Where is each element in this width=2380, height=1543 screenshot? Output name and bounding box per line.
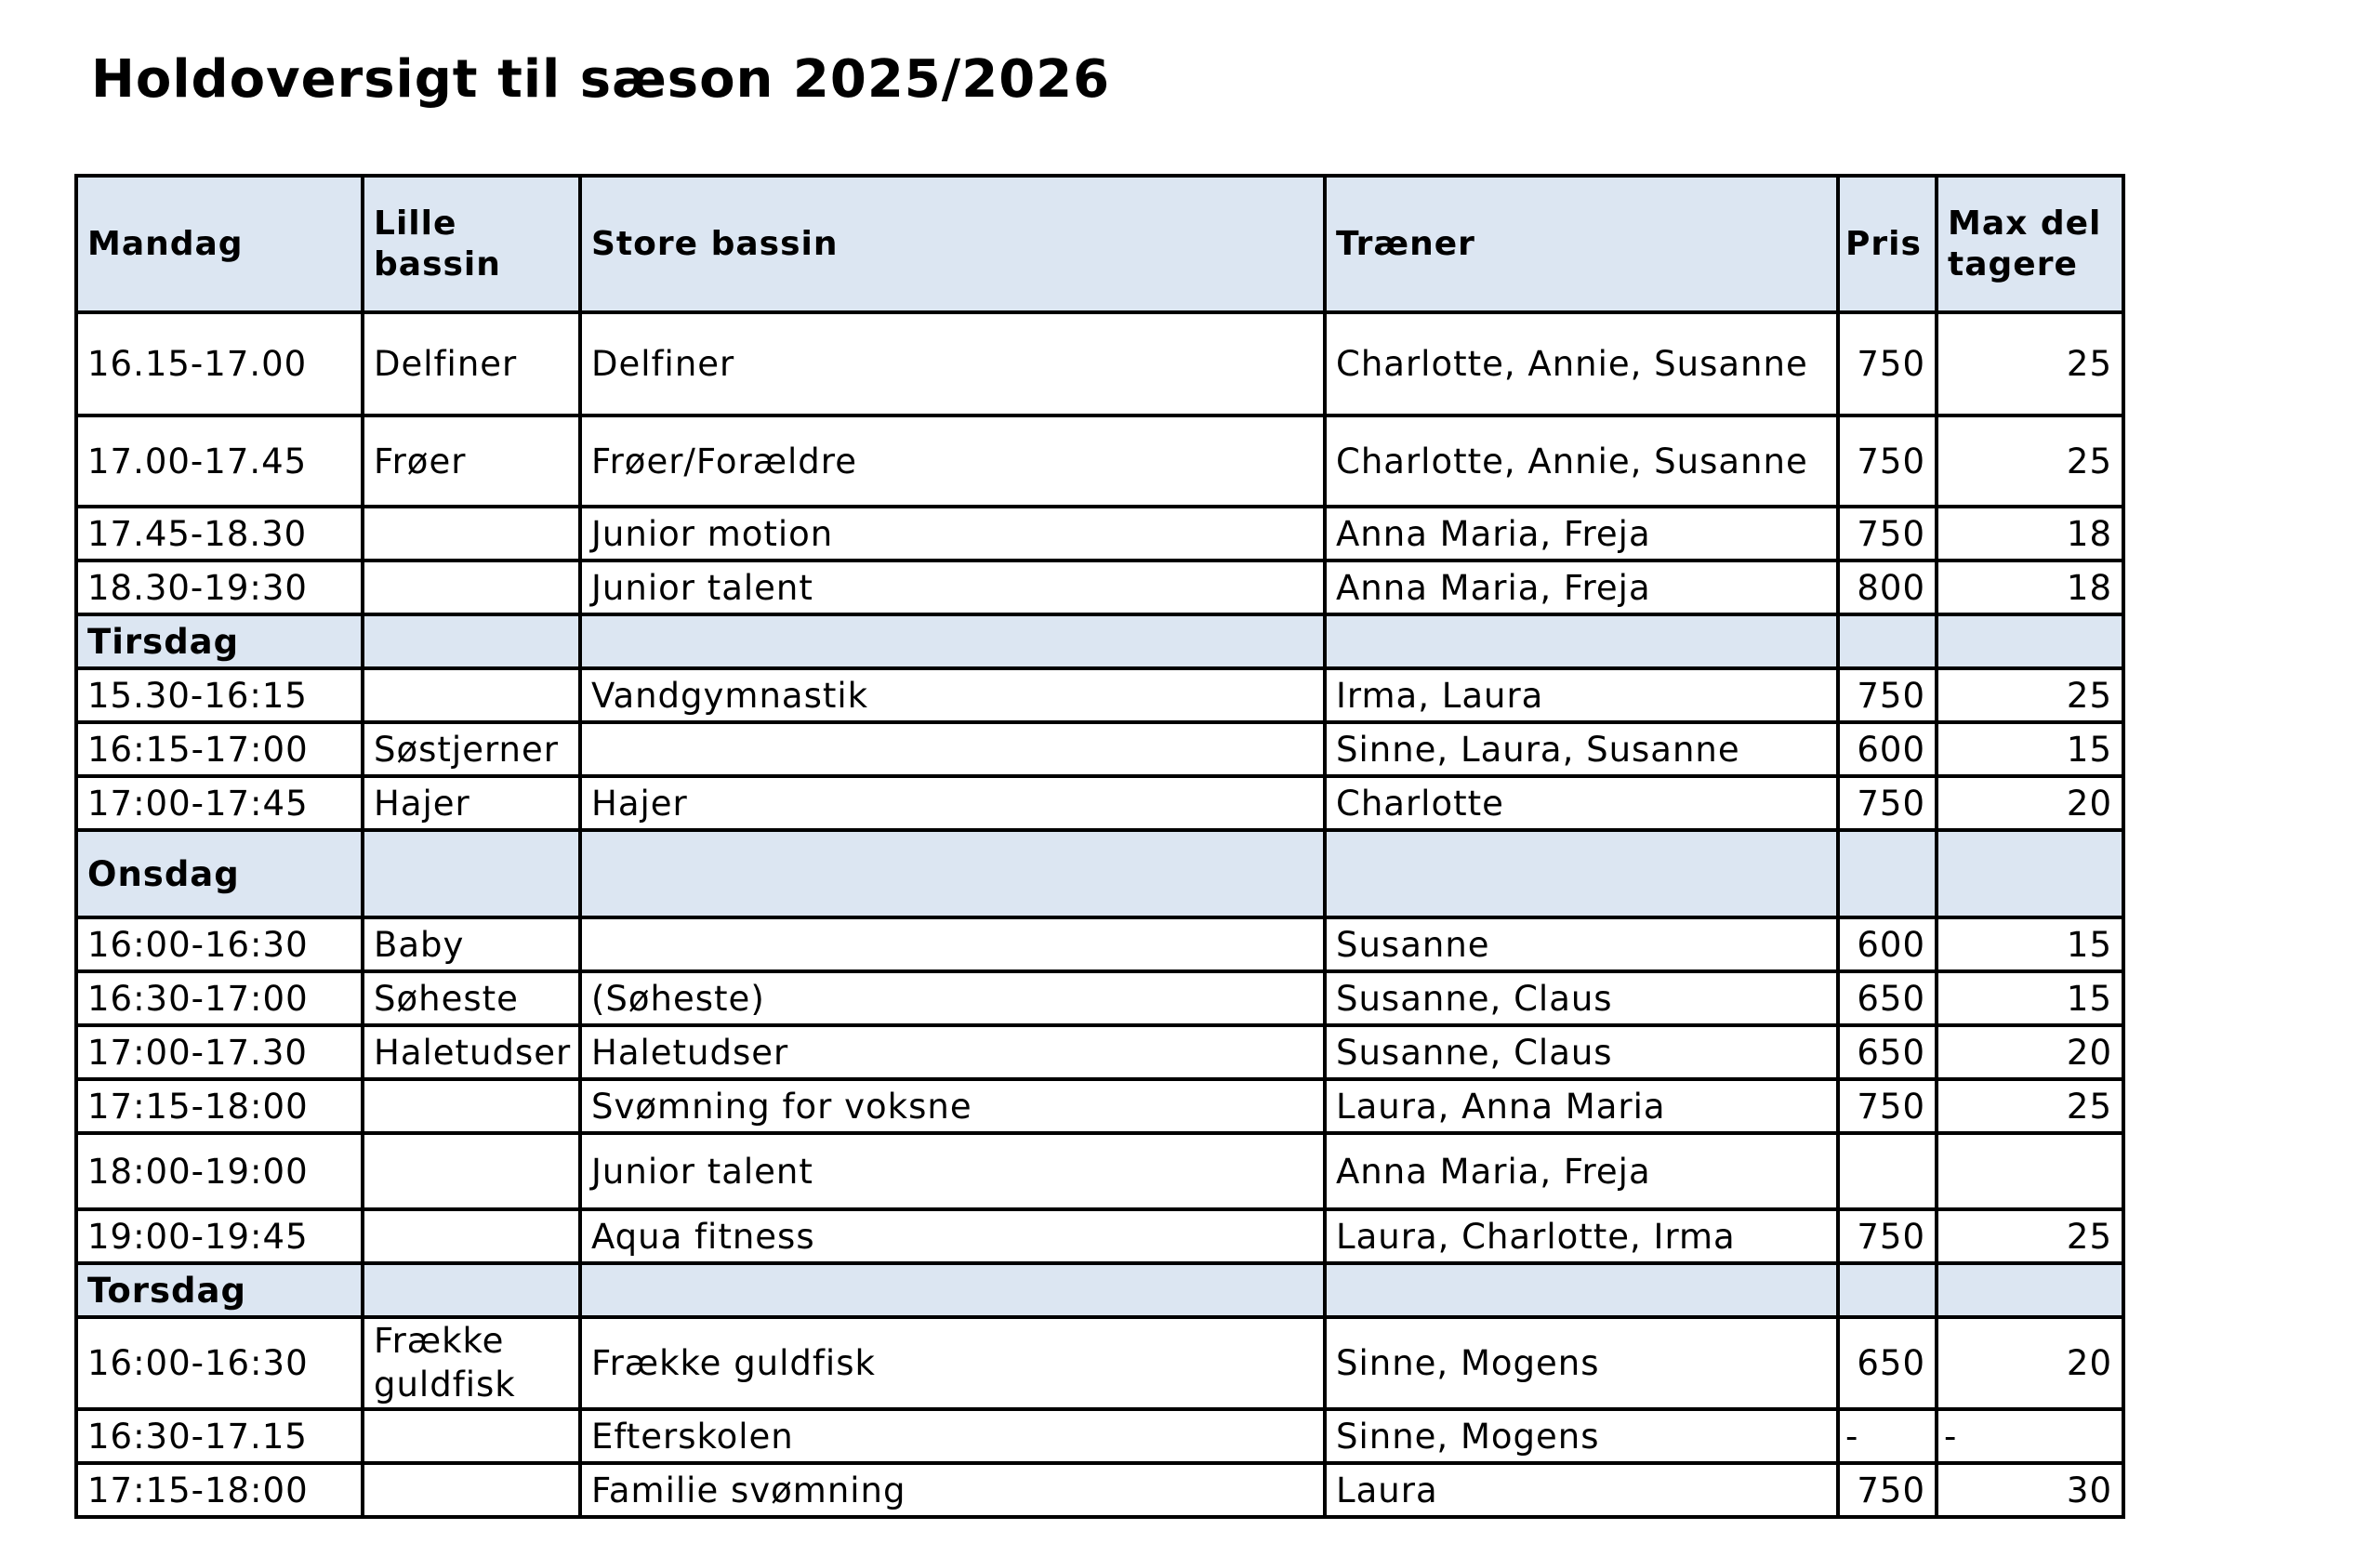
cell-store-bassin: Junior motion bbox=[580, 507, 1325, 560]
cell-store-bassin: Junior talent bbox=[580, 1133, 1325, 1209]
table-header-row bbox=[76, 176, 2123, 312]
cell-pris: 750 bbox=[1838, 1209, 1937, 1263]
cell-time: 16:30-17.15 bbox=[76, 1409, 363, 1463]
cell-time: 17:15-18:00 bbox=[76, 1463, 363, 1517]
cell-store-bassin: Svømning for voksne bbox=[580, 1079, 1325, 1133]
cell-max: 18 bbox=[1937, 507, 2123, 560]
cell-pris: 750 bbox=[1838, 776, 1937, 830]
cell-pris: 650 bbox=[1838, 1025, 1937, 1079]
header-traener: Træner bbox=[1325, 176, 1838, 312]
table-row bbox=[76, 971, 2123, 1025]
cell-traener: Susanne, Claus bbox=[1325, 971, 1838, 1025]
cell-traener: Laura bbox=[1325, 1463, 1838, 1517]
cell-store-bassin: Vandgymnastik bbox=[580, 668, 1325, 722]
cell-lille-bassin: Hajer bbox=[363, 776, 580, 830]
cell-lille-bassin bbox=[363, 1209, 580, 1263]
cell-max: 25 bbox=[1937, 668, 2123, 722]
cell-lille-bassin: Baby bbox=[363, 917, 580, 971]
cell-max: 25 bbox=[1937, 1209, 2123, 1263]
cell-lille-bassin bbox=[363, 507, 580, 560]
cell-lille-bassin bbox=[363, 1409, 580, 1463]
cell-traener: Charlotte, Annie, Susanne bbox=[1325, 312, 1838, 415]
cell-max: 25 bbox=[1937, 1079, 2123, 1133]
day-label-tirsdag: Tirsdag bbox=[76, 614, 363, 668]
cell-time: 16:00-16:30 bbox=[76, 1317, 363, 1409]
cell-time: 17.45-18.30 bbox=[76, 507, 363, 560]
table-row bbox=[76, 312, 2123, 415]
cell-lille-bassin bbox=[363, 1133, 580, 1209]
cell-pris: 750 bbox=[1838, 415, 1937, 507]
cell-max: 20 bbox=[1937, 776, 2123, 830]
header-pris: Pris bbox=[1838, 176, 1937, 312]
cell-time: 17:15-18:00 bbox=[76, 1079, 363, 1133]
cell-max bbox=[1937, 1133, 2123, 1209]
cell-store-bassin: (Søheste) bbox=[580, 971, 1325, 1025]
cell-time: 18.30-19:30 bbox=[76, 560, 363, 614]
cell-traener: Anna Maria, Freja bbox=[1325, 507, 1838, 560]
cell-lille-bassin: Delfiner bbox=[363, 312, 580, 415]
table-row bbox=[76, 1079, 2123, 1133]
page-title: Holdoversigt til sæson 2025/2026 bbox=[91, 49, 1111, 110]
cell-store-bassin bbox=[580, 722, 1325, 776]
cell-traener: Laura, Charlotte, Irma bbox=[1325, 1209, 1838, 1263]
table-row bbox=[76, 776, 2123, 830]
cell-pris: 750 bbox=[1838, 1463, 1937, 1517]
cell-traener: Charlotte bbox=[1325, 776, 1838, 830]
day-header-row bbox=[76, 1263, 2123, 1317]
cell-lille-bassin: Frøer bbox=[363, 415, 580, 507]
cell-time: 16.15-17.00 bbox=[76, 312, 363, 415]
cell-time: 17:00-17.30 bbox=[76, 1025, 363, 1079]
header-lille-bassin: Lille bassin bbox=[363, 176, 580, 312]
cell-traener: Sinne, Mogens bbox=[1325, 1409, 1838, 1463]
cell-lille-bassin: Frække guldfisk bbox=[363, 1317, 580, 1409]
day-label-onsdag: Onsdag bbox=[76, 830, 363, 917]
day-header-row bbox=[76, 830, 2123, 917]
table-row bbox=[76, 917, 2123, 971]
header-store-bassin: Store bassin bbox=[580, 176, 1325, 312]
table-row bbox=[76, 1133, 2123, 1209]
cell-store-bassin: Haletudser bbox=[580, 1025, 1325, 1079]
cell-max: 20 bbox=[1937, 1317, 2123, 1409]
cell-traener: Sinne, Laura, Susanne bbox=[1325, 722, 1838, 776]
cell-store-bassin: Familie svømning bbox=[580, 1463, 1325, 1517]
cell-store-bassin bbox=[580, 917, 1325, 971]
cell-time: 16:00-16:30 bbox=[76, 917, 363, 971]
cell-traener: Irma, Laura bbox=[1325, 668, 1838, 722]
cell-max: 25 bbox=[1937, 415, 2123, 507]
cell-max: 30 bbox=[1937, 1463, 2123, 1517]
cell-store-bassin: Hajer bbox=[580, 776, 1325, 830]
cell-store-bassin: Efterskolen bbox=[580, 1409, 1325, 1463]
cell-store-bassin: Frøer/Forældre bbox=[580, 415, 1325, 507]
cell-max: 15 bbox=[1937, 917, 2123, 971]
table-row bbox=[76, 560, 2123, 614]
table-row bbox=[76, 507, 2123, 560]
cell-time: 19:00-19:45 bbox=[76, 1209, 363, 1263]
cell-time: 16:30-17:00 bbox=[76, 971, 363, 1025]
schedule-table bbox=[74, 174, 2125, 1519]
cell-pris bbox=[1838, 1133, 1937, 1209]
cell-time: 15.30-16:15 bbox=[76, 668, 363, 722]
day-header-row bbox=[76, 614, 2123, 668]
header-mandag: Mandag bbox=[76, 176, 363, 312]
cell-store-bassin: Frække guldfisk bbox=[580, 1317, 1325, 1409]
cell-lille-bassin bbox=[363, 668, 580, 722]
table-row bbox=[76, 1209, 2123, 1263]
cell-lille-bassin bbox=[363, 1463, 580, 1517]
cell-pris: 650 bbox=[1838, 1317, 1937, 1409]
cell-store-bassin: Delfiner bbox=[580, 312, 1325, 415]
cell-pris: 750 bbox=[1838, 1079, 1937, 1133]
cell-time: 17:00-17:45 bbox=[76, 776, 363, 830]
day-label-torsdag: Torsdag bbox=[76, 1263, 363, 1317]
table-row bbox=[76, 1317, 2123, 1409]
cell-pris: 750 bbox=[1838, 507, 1937, 560]
cell-time: 16:15-17:00 bbox=[76, 722, 363, 776]
cell-lille-bassin: Søstjerner bbox=[363, 722, 580, 776]
cell-max: 25 bbox=[1937, 312, 2123, 415]
cell-pris: 600 bbox=[1838, 722, 1937, 776]
table-row bbox=[76, 415, 2123, 507]
cell-lille-bassin: Søheste bbox=[363, 971, 580, 1025]
cell-pris: - bbox=[1838, 1409, 1937, 1463]
cell-max: 15 bbox=[1937, 971, 2123, 1025]
cell-store-bassin: Junior talent bbox=[580, 560, 1325, 614]
cell-traener: Susanne bbox=[1325, 917, 1838, 971]
cell-traener: Laura, Anna Maria bbox=[1325, 1079, 1838, 1133]
table-body bbox=[76, 312, 2123, 1517]
table-row bbox=[76, 668, 2123, 722]
cell-pris: 800 bbox=[1838, 560, 1937, 614]
cell-lille-bassin bbox=[363, 1079, 580, 1133]
cell-pris: 650 bbox=[1838, 971, 1937, 1025]
cell-max: 15 bbox=[1937, 722, 2123, 776]
cell-pris: 750 bbox=[1838, 312, 1937, 415]
table-row bbox=[76, 1463, 2123, 1517]
table-row bbox=[76, 1025, 2123, 1079]
cell-lille-bassin: Haletudser bbox=[363, 1025, 580, 1079]
cell-time: 17.00-17.45 bbox=[76, 415, 363, 507]
table-row bbox=[76, 722, 2123, 776]
cell-max: 20 bbox=[1937, 1025, 2123, 1079]
cell-traener: Susanne, Claus bbox=[1325, 1025, 1838, 1079]
cell-max: - bbox=[1937, 1409, 2123, 1463]
cell-traener: Charlotte, Annie, Susanne bbox=[1325, 415, 1838, 507]
cell-pris: 600 bbox=[1838, 917, 1937, 971]
cell-pris: 750 bbox=[1838, 668, 1937, 722]
cell-traener: Sinne, Mogens bbox=[1325, 1317, 1838, 1409]
cell-store-bassin: Aqua fitness bbox=[580, 1209, 1325, 1263]
header-max-deltagere: Max deltagere bbox=[1937, 176, 2123, 312]
cell-max: 18 bbox=[1937, 560, 2123, 614]
cell-lille-bassin bbox=[363, 560, 580, 614]
table-row bbox=[76, 1409, 2123, 1463]
cell-traener: Anna Maria, Freja bbox=[1325, 560, 1838, 614]
cell-traener: Anna Maria, Freja bbox=[1325, 1133, 1838, 1209]
cell-time: 18:00-19:00 bbox=[76, 1133, 363, 1209]
